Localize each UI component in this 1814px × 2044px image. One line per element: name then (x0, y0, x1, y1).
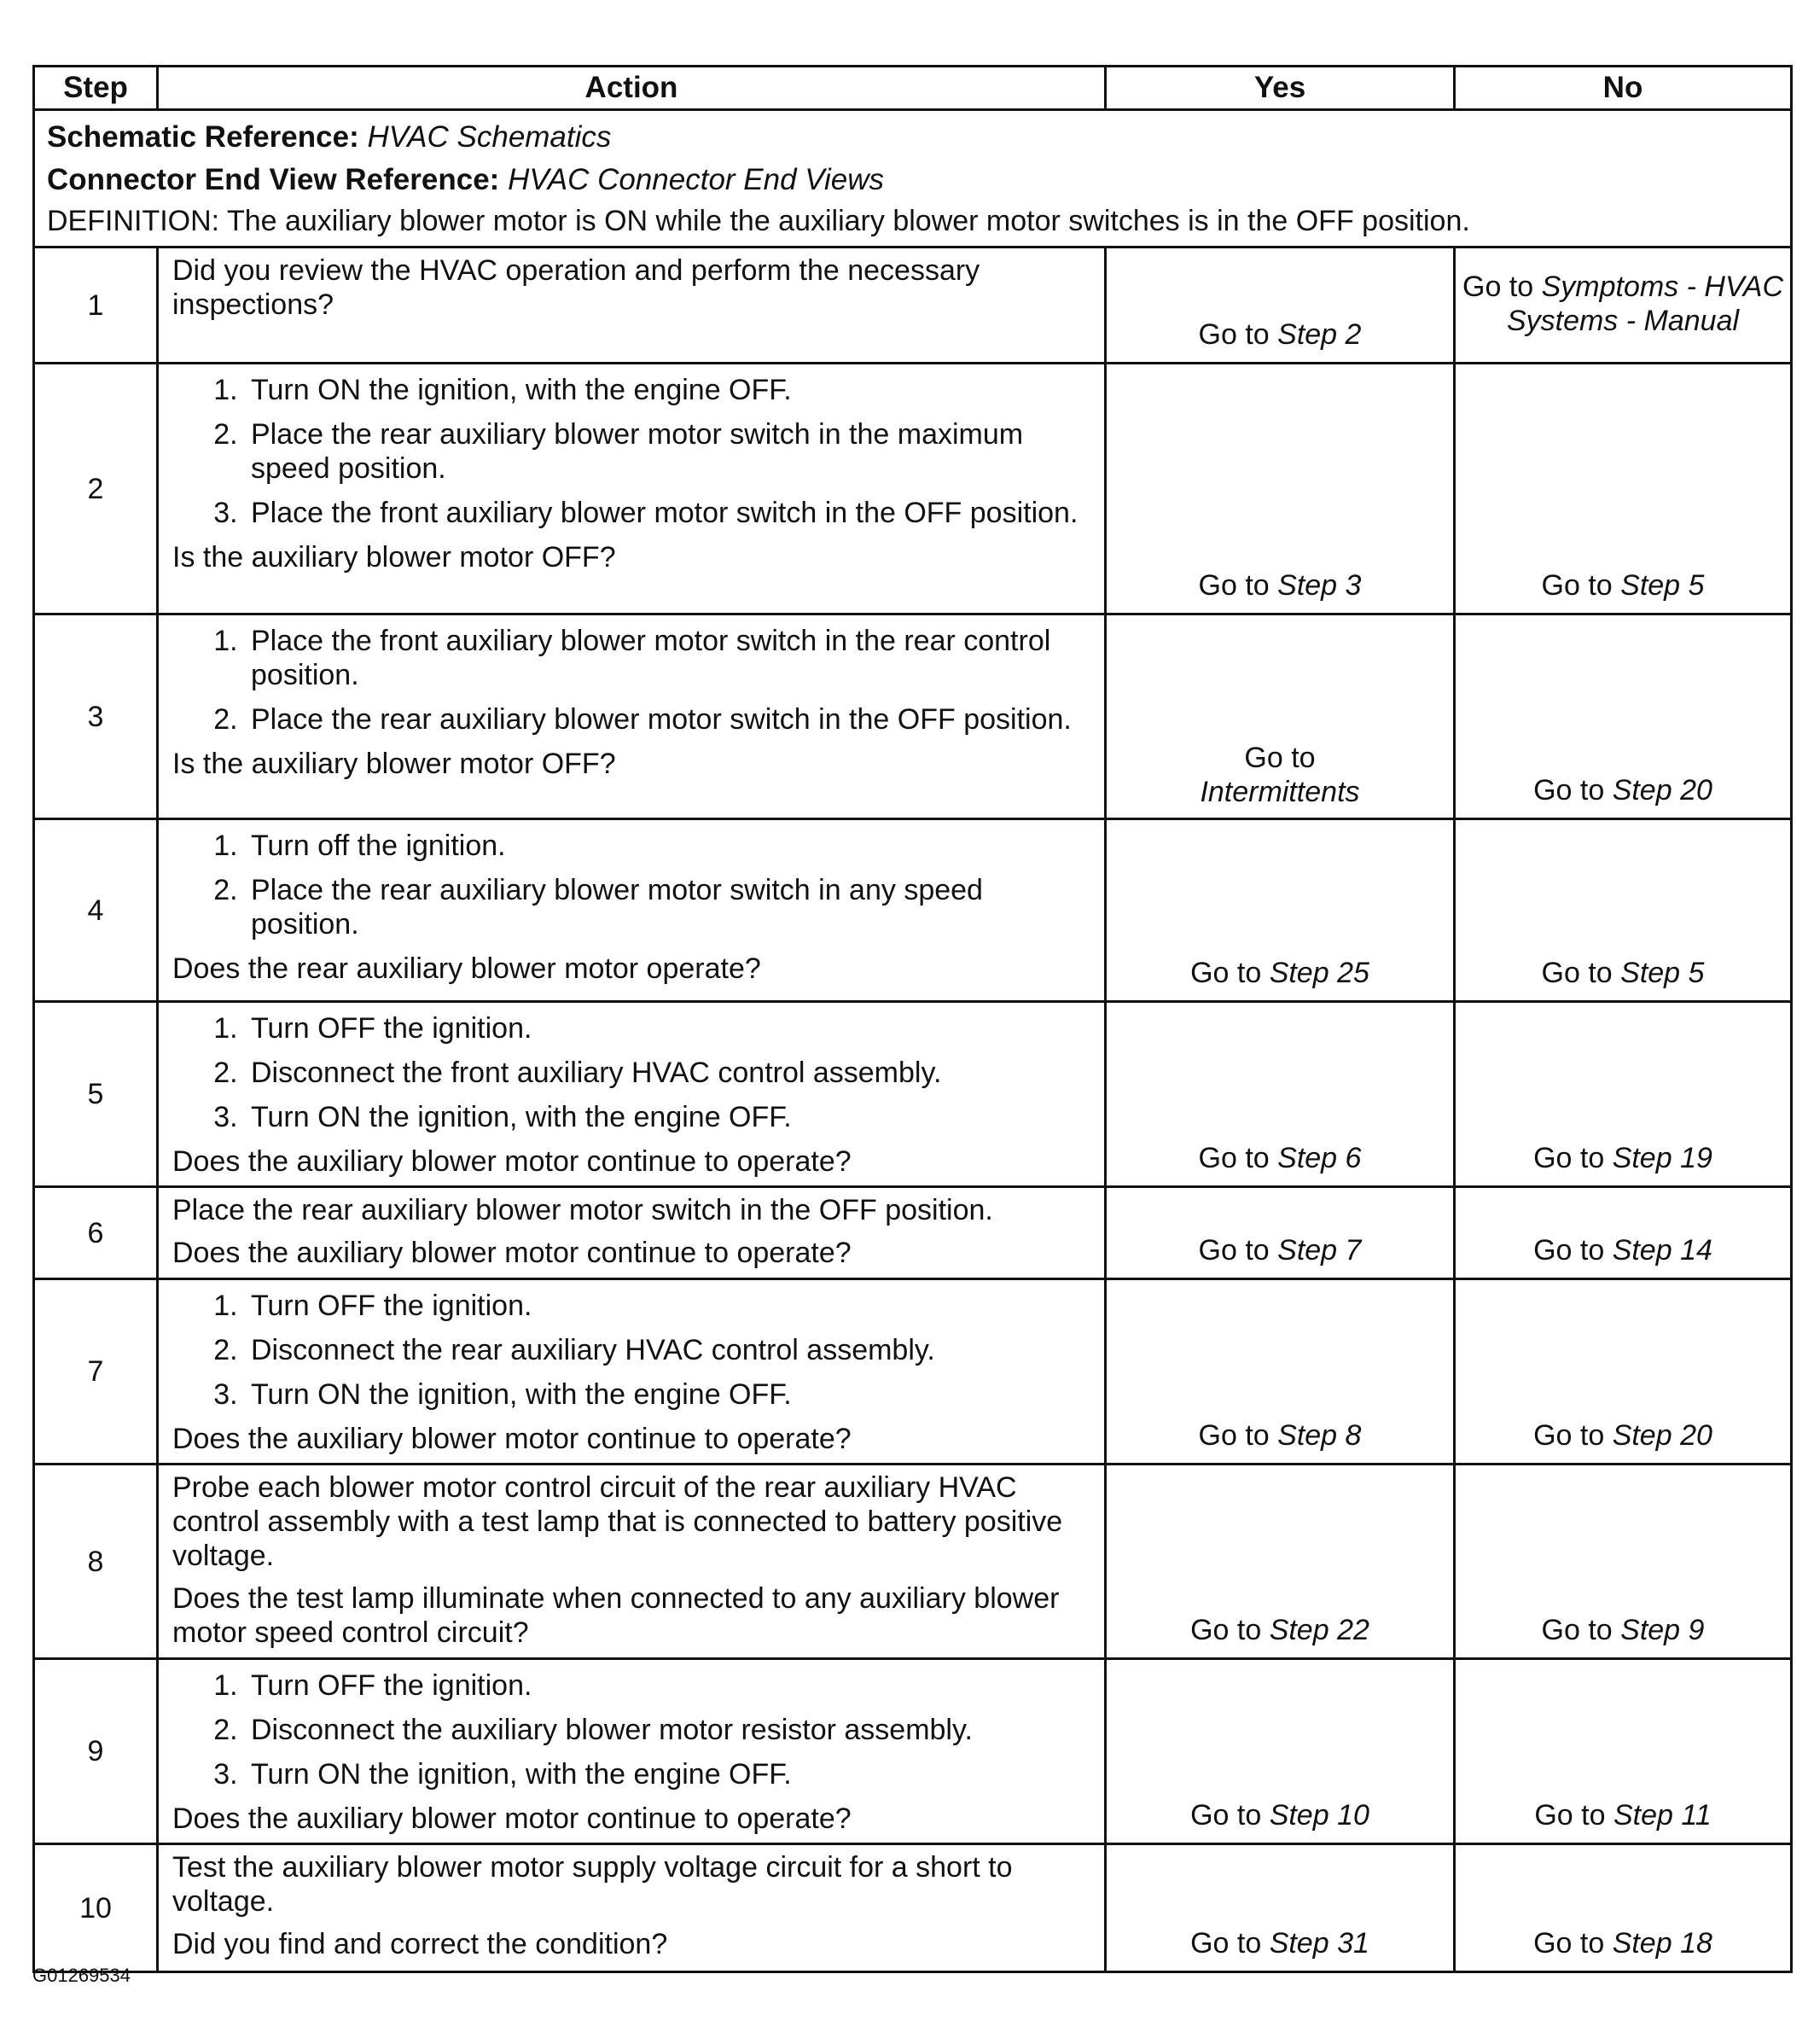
action-cell (158, 614, 1106, 819)
action-list (172, 829, 1096, 941)
list-item: 3. Turn ON the ignition, with the engine OFF. (246, 1757, 1096, 1791)
action-cell (158, 819, 1106, 1002)
header-no: No (1455, 67, 1792, 110)
action-question: Does the test lamp illuminate when connected to any auxiliary blower motor speed control circuit? (172, 1582, 1060, 1649)
step-number: 5 (34, 1002, 158, 1187)
list-item: 3. Place the front auxiliary blower motor switch in the OFF position. (246, 496, 1096, 530)
action-cell (158, 1002, 1106, 1187)
yes-cell (1106, 1279, 1455, 1465)
no-goto-prefix: Go to (1533, 1419, 1613, 1452)
yes-goto-target: Step 22 (1269, 1614, 1369, 1646)
table-row (34, 247, 1792, 364)
table-row (34, 364, 1792, 614)
yes-goto-link[interactable] (1113, 956, 1446, 990)
action-cell (158, 364, 1106, 614)
list-item: 2. Disconnect the front auxiliary HVAC control assembly. (246, 1056, 1096, 1090)
step-number: 7 (34, 1279, 158, 1465)
no-cell (1455, 364, 1792, 614)
yes-goto-link[interactable] (1113, 741, 1446, 809)
list-item: 1. Turn OFF the ignition. (246, 1668, 1096, 1703)
no-cell (1455, 1279, 1792, 1465)
no-goto-target: Step 20 (1612, 1419, 1712, 1452)
step-number: 4 (34, 819, 158, 1002)
action-paragraph: Did you review the HVAC operation and perform the necessary inspections? (172, 254, 980, 321)
no-goto-target: Step 11 (1613, 1799, 1712, 1831)
yes-goto-target: Step 2 (1277, 318, 1362, 351)
table-row (34, 1659, 1792, 1844)
no-cell (1455, 819, 1792, 1002)
yes-cell (1106, 1465, 1455, 1659)
no-cell (1455, 1659, 1792, 1844)
yes-goto-link[interactable] (1113, 1926, 1446, 1960)
no-goto-link[interactable] (1462, 1798, 1783, 1832)
step-number: 8 (34, 1465, 158, 1659)
list-item: 1. Turn OFF the ignition. (246, 1289, 1096, 1323)
yes-goto-prefix: Go to (1244, 742, 1316, 774)
no-goto-target: Step 5 (1620, 569, 1705, 602)
no-goto-link[interactable] (1462, 773, 1783, 807)
action-cell (158, 1465, 1106, 1659)
header-step: Step (34, 67, 158, 110)
table-row (34, 819, 1792, 1002)
yes-cell (1106, 1002, 1455, 1187)
no-cell (1455, 1844, 1792, 1972)
action-question: Does the auxiliary blower motor continue to operate? (172, 1802, 852, 1835)
schematic-reference-label: Schematic Reference: (47, 120, 359, 154)
list-item: 3. Turn ON the ignition, with the engine OFF. (246, 1100, 1096, 1134)
step-number: 6 (34, 1187, 158, 1279)
yes-goto-target: Step 3 (1277, 569, 1362, 602)
no-goto-link[interactable] (1462, 1233, 1783, 1267)
no-goto-prefix: Go to (1533, 774, 1613, 807)
table-row (34, 1002, 1792, 1187)
header-row (34, 67, 1792, 110)
yes-goto-link[interactable] (1113, 568, 1446, 603)
no-goto-prefix: Go to (1541, 957, 1621, 989)
yes-goto-target: Step 31 (1269, 1927, 1369, 1960)
table-row (34, 1844, 1792, 1972)
step-number: 2 (34, 364, 158, 614)
no-goto-link[interactable] (1462, 270, 1783, 338)
definition-text: DEFINITION: The auxiliary blower motor is ON while the auxiliary blower motor switches is in the OFF position. (47, 205, 1470, 237)
no-goto-prefix: Go to (1541, 1614, 1621, 1646)
yes-goto-target: Step 10 (1269, 1799, 1369, 1831)
step-number: 9 (34, 1659, 158, 1844)
yes-goto-link[interactable] (1113, 317, 1446, 352)
action-list (172, 373, 1096, 530)
yes-cell (1106, 1844, 1455, 1972)
action-paragraph: Place the rear auxiliary blower motor switch in the OFF position. (172, 1194, 993, 1226)
connector-reference-value: HVAC Connector End Views (508, 163, 885, 196)
list-item: 1. Turn OFF the ignition. (246, 1011, 1096, 1045)
list-item: 2. Place the rear auxiliary blower motor switch in any speed position. (246, 873, 1096, 941)
no-goto-prefix: Go to (1533, 1234, 1613, 1267)
list-item: 2. Place the rear auxiliary blower motor switch in the maximum speed position. (246, 417, 1096, 486)
schematic-reference-value: HVAC Schematics (367, 120, 612, 154)
yes-cell (1106, 247, 1455, 364)
yes-cell (1106, 1187, 1455, 1279)
yes-cell (1106, 614, 1455, 819)
no-goto-link[interactable] (1462, 956, 1783, 990)
step-number: 1 (34, 247, 158, 364)
diagnostic-table (32, 65, 1793, 1973)
action-cell (158, 247, 1106, 364)
yes-goto-prefix: Go to (1198, 1142, 1278, 1174)
no-goto-link[interactable] (1462, 1141, 1783, 1175)
no-goto-target: Step 5 (1620, 957, 1705, 989)
action-question: Is the auxiliary blower motor OFF? (172, 748, 616, 780)
no-goto-link[interactable] (1462, 568, 1783, 603)
no-goto-target: Step 19 (1612, 1142, 1712, 1174)
no-cell (1455, 1187, 1792, 1279)
no-goto-link[interactable] (1462, 1926, 1783, 1960)
figure-id: G01269534 (32, 1965, 131, 1986)
list-item: 2. Place the rear auxiliary blower motor switch in the OFF position. (246, 702, 1096, 737)
no-goto-link[interactable] (1462, 1613, 1783, 1647)
no-goto-prefix: Go to (1533, 1142, 1613, 1174)
action-list (172, 624, 1096, 737)
yes-goto-link[interactable] (1113, 1613, 1446, 1647)
yes-goto-link[interactable] (1113, 1418, 1446, 1453)
action-cell (158, 1187, 1106, 1279)
reference-cell (34, 110, 1792, 247)
action-question: Does the auxiliary blower motor continue to operate? (172, 1145, 852, 1178)
no-cell (1455, 247, 1792, 364)
no-goto-target: Step 14 (1612, 1234, 1712, 1267)
no-goto-target: Step 18 (1612, 1927, 1712, 1960)
action-question: Does the rear auxiliary blower motor operate? (172, 952, 761, 985)
header-action: Action (158, 67, 1106, 110)
yes-goto-prefix: Go to (1190, 1614, 1270, 1646)
yes-goto-prefix: Go to (1198, 569, 1278, 602)
no-goto-target: Symptoms - HVAC Systems - Manual (1506, 270, 1783, 337)
action-question: Does the auxiliary blower motor continue to operate? (172, 1423, 852, 1455)
no-goto-prefix: Go to (1541, 569, 1621, 602)
action-cell (158, 1659, 1106, 1844)
action-cell (158, 1844, 1106, 1972)
yes-goto-link[interactable] (1113, 1233, 1446, 1267)
action-paragraph: Probe each blower motor control circuit of the rear auxiliary HVAC control assembly with a test lamp that is connected to battery positive voltage. (172, 1471, 1063, 1572)
no-goto-prefix: Go to (1462, 270, 1542, 303)
action-question: Is the auxiliary blower motor OFF? (172, 541, 616, 574)
yes-goto-prefix: Go to (1190, 1927, 1270, 1960)
yes-cell (1106, 1659, 1455, 1844)
yes-goto-prefix: Go to (1198, 318, 1278, 351)
no-cell (1455, 614, 1792, 819)
table-row (34, 614, 1792, 819)
list-item: 3. Turn ON the ignition, with the engine OFF. (246, 1377, 1096, 1412)
step-number: 3 (34, 614, 158, 819)
connector-reference (47, 159, 1778, 201)
yes-goto-target: Step 6 (1277, 1142, 1362, 1174)
schematic-reference (47, 116, 1778, 159)
no-cell (1455, 1465, 1792, 1659)
yes-goto-target: Step 8 (1277, 1419, 1362, 1452)
yes-goto-prefix: Go to (1190, 957, 1270, 989)
table-row (34, 1279, 1792, 1465)
no-goto-target: Step 20 (1612, 774, 1712, 807)
list-item: 2. Disconnect the rear auxiliary HVAC control assembly. (246, 1333, 1096, 1367)
yes-goto-prefix: Go to (1198, 1419, 1278, 1452)
action-list (172, 1011, 1096, 1134)
yes-goto-link[interactable] (1113, 1798, 1446, 1832)
list-item: 1. Turn off the ignition. (246, 829, 1096, 863)
action-question: Did you find and correct the condition? (172, 1928, 668, 1960)
yes-goto-target: Step 25 (1269, 957, 1369, 989)
no-goto-prefix: Go to (1534, 1799, 1613, 1831)
no-goto-link[interactable] (1462, 1418, 1783, 1453)
action-list (172, 1668, 1096, 1791)
step-number: 10 (34, 1844, 158, 1972)
action-paragraph: Test the auxiliary blower motor supply voltage circuit for a short to voltage. (172, 1851, 1013, 1918)
header-yes: Yes (1106, 67, 1455, 110)
yes-cell (1106, 819, 1455, 1002)
yes-cell (1106, 364, 1455, 614)
yes-goto-link[interactable] (1113, 1141, 1446, 1175)
yes-goto-target: Intermittents (1200, 776, 1360, 808)
yes-goto-prefix: Go to (1198, 1234, 1278, 1267)
no-cell (1455, 1002, 1792, 1187)
action-list (172, 1289, 1096, 1412)
list-item: 1. Turn ON the ignition, with the engine OFF. (246, 373, 1096, 407)
no-goto-target: Step 9 (1620, 1614, 1705, 1646)
connector-reference-label: Connector End View Reference: (47, 163, 500, 196)
action-cell (158, 1279, 1106, 1465)
yes-goto-prefix: Go to (1190, 1799, 1270, 1831)
action-question: Does the auxiliary blower motor continue to operate? (172, 1237, 852, 1269)
table-row (34, 1465, 1792, 1659)
table-row (34, 1187, 1792, 1279)
no-goto-prefix: Go to (1533, 1927, 1613, 1960)
yes-goto-target: Step 7 (1277, 1234, 1362, 1267)
list-item: 2. Disconnect the auxiliary blower motor resistor assembly. (246, 1713, 1096, 1747)
list-item: 1. Place the front auxiliary blower motor switch in the rear control position. (246, 624, 1096, 692)
reference-row (34, 110, 1792, 247)
